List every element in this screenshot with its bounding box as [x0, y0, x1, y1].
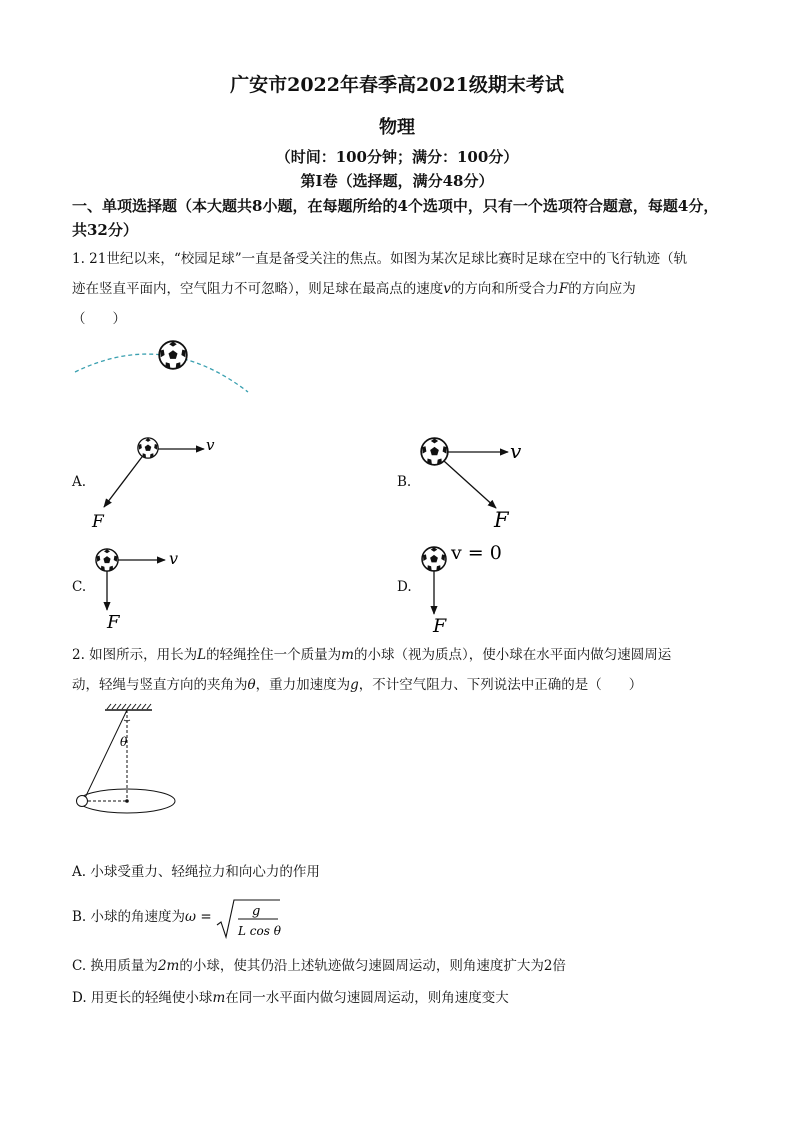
- subject-title: 物理: [379, 117, 415, 138]
- q2-option-b-text: B. 小球的角速度为: [72, 909, 186, 925]
- label-theta: θ: [120, 735, 128, 749]
- sqrt-formula: [214, 897, 286, 943]
- center-point: [125, 799, 129, 803]
- time-info: （时间：100分钟；满分：100分）: [275, 148, 519, 166]
- q1-option-a-label[interactable]: A.: [72, 474, 87, 490]
- exam-title: 广安市2022年春季高2021级期末考试: [230, 74, 564, 96]
- q2-line1: [72, 640, 732, 670]
- q1-option-c-figure: [85, 540, 215, 635]
- q2-text: 的小球（视为质点），使小球在水平面内做匀速圆周运: [353, 647, 672, 663]
- q1-option-c-label[interactable]: C.: [72, 579, 87, 595]
- soccer-ball-icon: [159, 341, 187, 369]
- q1-bracket: （ ）: [72, 311, 126, 327]
- label-F: F: [494, 508, 509, 532]
- num-2: 2: [543, 958, 553, 974]
- q2-text: 动，轻绳与竖直方向的夹角为: [72, 677, 248, 693]
- soccer-ball-icon: [421, 438, 448, 465]
- label-F: F: [107, 612, 120, 633]
- q2-option-b[interactable]: [72, 902, 732, 942]
- soccer-ball-icon: [96, 549, 118, 571]
- label-v-zero: v = 0: [451, 542, 502, 564]
- q2-option-a[interactable]: A. 小球受重力、轻绳拉力和向心力的作用: [72, 864, 320, 880]
- numerator: g: [252, 904, 261, 919]
- q1-option-a-figure: [80, 425, 240, 535]
- q1-option-b-label[interactable]: B.: [397, 474, 412, 490]
- var-v: v: [443, 281, 451, 297]
- q2-text: 2. 如图所示，用长为: [72, 647, 198, 663]
- force-arrow: [104, 449, 148, 507]
- q1-line2: [72, 274, 732, 304]
- var-theta: θ: [247, 677, 256, 693]
- q2-option-d[interactable]: [72, 983, 732, 1013]
- q2-stem: [72, 640, 732, 700]
- q2-option-c[interactable]: [72, 951, 732, 981]
- q2-line2: [72, 670, 732, 700]
- q2-option-d-text: 在同一水平面内做匀速圆周运动，则角速度变大: [225, 990, 509, 1006]
- q1-text: 的方向和所受合力: [450, 281, 559, 297]
- var-L: L: [197, 647, 207, 663]
- q2-text: ，不计空气阻力、下列说法中正确的是（ ）: [358, 677, 643, 693]
- conical-pendulum-figure: [70, 702, 195, 817]
- q2-text: 的轻绳拴住一个质量为: [206, 647, 342, 663]
- label-F: F: [92, 512, 104, 532]
- label-F: F: [433, 615, 447, 635]
- q1-text: 的方向应为: [568, 281, 636, 297]
- q2-option-c-text: C. 换用质量为: [72, 958, 158, 974]
- soccer-ball-icon: [422, 547, 446, 571]
- section-heading: 一、单项选择题（本大题共8小题，在每题所给的4个选项中，只有一个选项符合题意，每题4分，共32分）: [72, 197, 719, 239]
- q1-stem: [72, 244, 732, 334]
- label-v: v: [206, 436, 215, 454]
- string-line: [84, 710, 127, 800]
- label-v: v: [510, 439, 522, 463]
- q1-option-d-label[interactable]: D.: [397, 579, 412, 595]
- pendulum-ball: [77, 796, 88, 807]
- ceiling-hatch: [107, 704, 151, 709]
- denominator: L cos θ: [238, 924, 281, 938]
- soccer-ball-icon: [138, 438, 158, 458]
- q2-option-c-text: 倍: [552, 958, 566, 974]
- trajectory-figure: [70, 330, 260, 400]
- var-g: g: [350, 677, 359, 693]
- label-v: v: [169, 549, 179, 568]
- part-title: 第I卷（选择题，满分48分）: [300, 172, 494, 190]
- q1-option-b-figure: [410, 428, 570, 538]
- var-m: m: [341, 647, 354, 663]
- q1-option-d-figure: [415, 540, 535, 635]
- q1-text: 迹在竖直平面内，空气阻力不可忽略），则足球在最高点的速度: [72, 281, 444, 297]
- q1-line1: 1. 21世纪以来，“校园足球”一直是备受关注的焦点。如图为某次足球比赛时足球在空中的飞行轨迹（轨: [72, 251, 688, 267]
- q2-option-d-text: D. 用更长的轻绳使小球: [72, 990, 213, 1006]
- q2-text: ，重力加速度为: [255, 677, 351, 693]
- var-m: m: [212, 990, 226, 1006]
- var-F: F: [558, 281, 569, 297]
- var-2m: 2m: [157, 958, 180, 974]
- q2-option-c-text: 的小球，使其仍沿上述轨迹做匀速圆周运动，则角速度扩大为: [179, 958, 544, 974]
- omega-symbol: ω =: [185, 909, 212, 925]
